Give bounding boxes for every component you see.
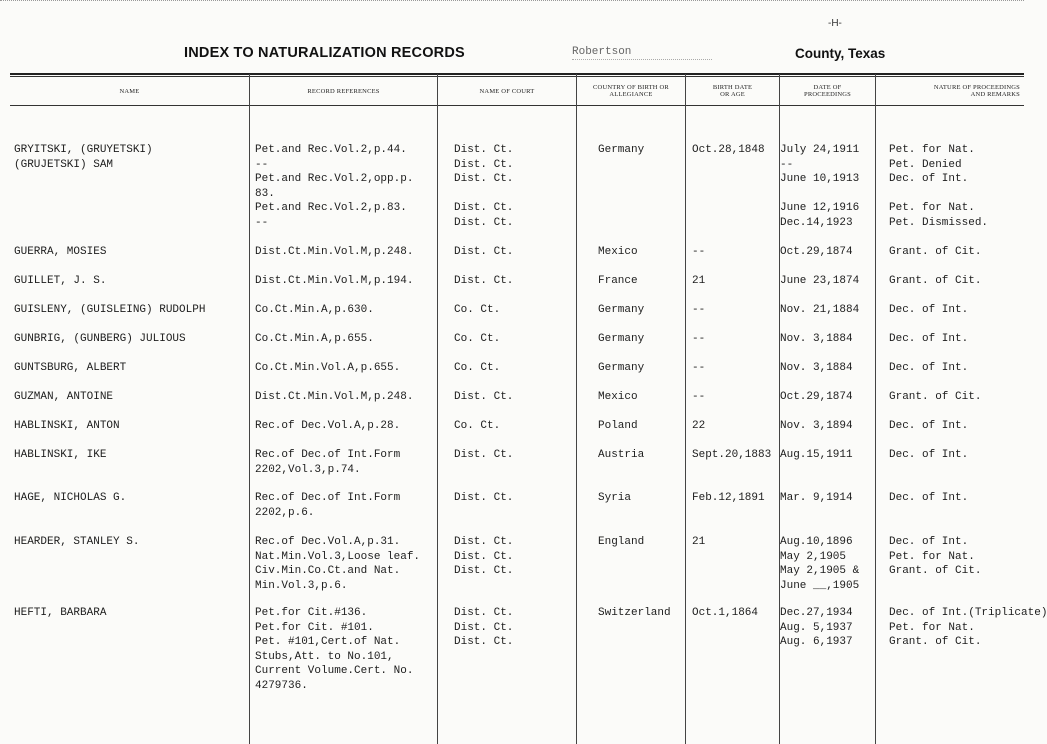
record-reference: Pet.for Cit. #101.: [255, 621, 374, 634]
record-reference: Co.Ct.Min.Vol.A,p.655.: [255, 362, 401, 374]
court-name: Dist. Ct.: [454, 621, 514, 634]
column-header-record-references: RECORD REFERENCES: [307, 87, 380, 95]
record-reference: Rec.of Dec.of Int.Form: [255, 492, 401, 504]
proceeding-nature: Pet. for Nat.: [889, 621, 975, 634]
court-name: Dist. Ct.: [454, 144, 514, 156]
county-name: Robertson: [572, 46, 712, 60]
proceeding-nature: Dec. of Int.: [889, 536, 969, 548]
entry-name: HABLINSKI, ANTON: [14, 420, 120, 432]
record-reference: Pet.and Rec.Vol.2,opp.p.: [255, 173, 414, 185]
court-name: Dist. Ct.: [454, 391, 514, 403]
court-name: Co. Ct.: [454, 333, 501, 345]
record-reference: Rec.of Dec.Vol.A,p.28.: [255, 420, 401, 432]
column-header-nature: NATURE OF PROCEEDINGS AND REMARKS: [933, 84, 1020, 98]
entry-name: GUILLET, J. S.: [14, 275, 107, 287]
column-header-date-of-proceedings: DATE OF PROCEEDINGS: [804, 84, 851, 98]
court-name: Co. Ct.: [454, 362, 501, 374]
country-of-birth: Germany: [598, 362, 645, 374]
birth-date: Oct.28,1848: [692, 144, 765, 156]
birth-date: --: [692, 362, 706, 374]
proceeding-nature: Dec. of Int.: [889, 420, 969, 432]
header-top-rule-inner: [10, 76, 1024, 77]
record-reference: Pet.and Rec.Vol.2,p.83.: [255, 202, 407, 214]
court-name: Co. Ct.: [454, 420, 501, 432]
proceeding-date: Nov. 21,1884: [780, 304, 860, 316]
birth-date: --: [692, 333, 706, 345]
entry-name: HEFTI, BARBARA: [14, 607, 107, 619]
column-divider: [576, 74, 577, 744]
proceeding-date: Mar. 9,1914: [780, 492, 853, 504]
record-reference: 4279736.: [255, 679, 308, 692]
birth-date: --: [692, 391, 706, 403]
entry-name: HABLINSKI, IKE: [14, 449, 107, 461]
proceeding-date: --: [780, 158, 794, 171]
country-of-birth: Switzerland: [598, 607, 671, 619]
court-name: Dist. Ct.: [454, 565, 514, 577]
entry-name: GRYITSKI, (GRUYETSKI): [14, 144, 153, 156]
proceeding-nature: Dec. of Int.: [889, 449, 969, 461]
country-of-birth: Mexico: [598, 246, 638, 258]
court-name: Dist. Ct.: [454, 216, 514, 229]
country-of-birth: Germany: [598, 304, 645, 316]
proceeding-date: Oct.29,1874: [780, 246, 853, 258]
record-reference: 83.: [255, 187, 275, 200]
column-divider: [685, 74, 686, 744]
birth-date: 21: [692, 536, 706, 548]
record-reference: Dist.Ct.Min.Vol.M,p.248.: [255, 391, 414, 403]
proceeding-date: Aug.15,1911: [780, 449, 853, 461]
proceeding-date: June 12,1916: [780, 202, 860, 214]
country-of-birth: Poland: [598, 420, 638, 432]
record-reference: Current Volume.Cert. No.: [255, 665, 414, 677]
country-of-birth: England: [598, 536, 645, 548]
record-reference: Co.Ct.Min.A,p.655.: [255, 333, 374, 345]
proceeding-date: Nov. 3,1884: [780, 333, 853, 345]
proceeding-date: Nov. 3,1884: [780, 362, 853, 374]
proceeding-nature: Dec. of Int.(Triplicate): [889, 607, 1047, 619]
birth-date: --: [692, 246, 706, 258]
county-label: County, Texas: [795, 46, 886, 61]
proceeding-date: Aug.10,1896: [780, 536, 853, 548]
proceeding-date: May 2,1905: [780, 550, 847, 563]
court-name: Dist. Ct.: [454, 246, 514, 258]
birth-date: --: [692, 304, 706, 316]
record-reference: Stubs,Att. to No.101,: [255, 650, 394, 663]
record-reference: Dist.Ct.Min.Vol.M,p.194.: [255, 275, 414, 287]
proceeding-nature: Dec. of Int.: [889, 333, 969, 345]
proceeding-nature: Dec. of Int.: [889, 304, 969, 316]
proceeding-date: Oct.29,1874: [780, 391, 853, 403]
court-name: Dist. Ct.: [454, 492, 514, 504]
header-top-rule: [10, 73, 1024, 75]
column-header-birth-date: BIRTH DATE OR AGE: [712, 84, 753, 98]
proceeding-nature: Grant. of Cit.: [889, 636, 982, 648]
entry-name: HEARDER, STANLEY S.: [14, 536, 140, 548]
record-reference: Dist.Ct.Min.Vol.M,p.248.: [255, 246, 414, 258]
court-name: Co. Ct.: [454, 304, 501, 316]
entry-name: HAGE, NICHOLAS G.: [14, 492, 127, 504]
country-of-birth: Germany: [598, 333, 645, 345]
proceeding-nature: Dec. of Int.: [889, 492, 969, 504]
birth-date: Oct.1,1864: [692, 607, 759, 619]
birth-date: 22: [692, 420, 706, 432]
court-name: Dist. Ct.: [454, 536, 514, 548]
court-name: Dist. Ct.: [454, 202, 514, 214]
birth-date: Sept.20,1883: [692, 449, 772, 461]
column-header-name-of-court: NAME OF COURT: [479, 87, 535, 95]
header-bottom-rule: [10, 105, 1024, 106]
column-divider: [875, 74, 876, 744]
record-reference: Pet.and Rec.Vol.2,p.44.: [255, 144, 407, 156]
proceeding-nature: Grant. of Cit.: [889, 391, 982, 403]
record-reference: Pet. #101,Cert.of Nat.: [255, 636, 401, 648]
country-of-birth: Germany: [598, 144, 645, 156]
proceeding-date: June __,1905: [780, 579, 860, 592]
court-name: Dist. Ct.: [454, 158, 514, 171]
record-reference: Nat.Min.Vol.3,Loose leaf.: [255, 550, 421, 563]
top-edge-rule: [0, 0, 1024, 6]
entry-name: GUNBRIG, (GUNBERG) JULIOUS: [14, 333, 186, 345]
birth-date: 21: [692, 275, 706, 287]
proceeding-date: May 2,1905 &: [780, 565, 860, 577]
court-name: Dist. Ct.: [454, 607, 514, 619]
proceeding-date: Aug. 5,1937: [780, 621, 853, 634]
entry-name: GUISLENY, (GUISLEING) RUDOLPH: [14, 304, 206, 316]
proceeding-date: Dec.14,1923: [780, 216, 853, 229]
proceeding-nature: Dec. of Int.: [889, 173, 969, 185]
record-reference: --: [255, 158, 269, 171]
proceeding-date: Aug. 6,1937: [780, 636, 853, 648]
column-divider: [249, 74, 250, 744]
page-number: -H-: [828, 18, 842, 29]
court-name: Dist. Ct.: [454, 550, 514, 563]
birth-date: Feb.12,1891: [692, 492, 765, 504]
court-name: Dist. Ct.: [454, 275, 514, 287]
record-reference: Rec.of Dec.of Int.Form: [255, 449, 401, 461]
proceeding-nature: Grant. of Cit.: [889, 565, 982, 577]
proceeding-date: Dec.27,1934: [780, 607, 853, 619]
proceeding-nature: Pet. Denied: [889, 158, 962, 171]
proceeding-nature: Pet. for Nat.: [889, 550, 975, 563]
proceeding-date: July 24,1911: [780, 144, 860, 156]
proceeding-nature: Pet. for Nat.: [889, 144, 975, 156]
record-reference: Rec.of Dec.Vol.A,p.31.: [255, 536, 401, 548]
record-reference: --: [255, 216, 269, 229]
entry-name: GUERRA, MOSIES: [14, 246, 107, 258]
column-divider: [437, 74, 438, 744]
court-name: Dist. Ct.: [454, 449, 514, 461]
record-reference: Co.Ct.Min.A,p.630.: [255, 304, 374, 316]
entry-name: GUNTSBURG, ALBERT: [14, 362, 127, 374]
proceeding-nature: Grant. of Cit.: [889, 275, 982, 287]
record-reference: 2202,Vol.3,p.74.: [255, 463, 361, 476]
record-reference: 2202,p.6.: [255, 506, 315, 519]
column-header-country: COUNTRY OF BIRTH OR ALLEGIANCE: [593, 84, 669, 98]
column-header-name: NAME: [119, 87, 140, 95]
record-reference: Civ.Min.Co.Ct.and Nat.: [255, 565, 401, 577]
proceeding-nature: Pet. Dismissed.: [889, 216, 989, 229]
court-name: Dist. Ct.: [454, 173, 514, 185]
entry-name: GUZMAN, ANTOINE: [14, 391, 114, 403]
court-name: Dist. Ct.: [454, 636, 514, 648]
record-reference: Pet.for Cit.#136.: [255, 607, 368, 619]
country-of-birth: Austria: [598, 449, 645, 461]
country-of-birth: Syria: [598, 492, 632, 504]
proceeding-date: June 23,1874: [780, 275, 860, 287]
country-of-birth: France: [598, 275, 638, 287]
document-title: INDEX TO NATURALIZATION RECORDS: [184, 45, 465, 61]
entry-name: (GRUJETSKI) SAM: [14, 158, 114, 171]
country-of-birth: Mexico: [598, 391, 638, 403]
proceeding-date: June 10,1913: [780, 173, 860, 185]
record-reference: Min.Vol.3,p.6.: [255, 579, 348, 592]
proceeding-nature: Pet. for Nat.: [889, 202, 975, 214]
proceeding-nature: Dec. of Int.: [889, 362, 969, 374]
proceeding-nature: Grant. of Cit.: [889, 246, 982, 258]
proceeding-date: Nov. 3,1894: [780, 420, 853, 432]
